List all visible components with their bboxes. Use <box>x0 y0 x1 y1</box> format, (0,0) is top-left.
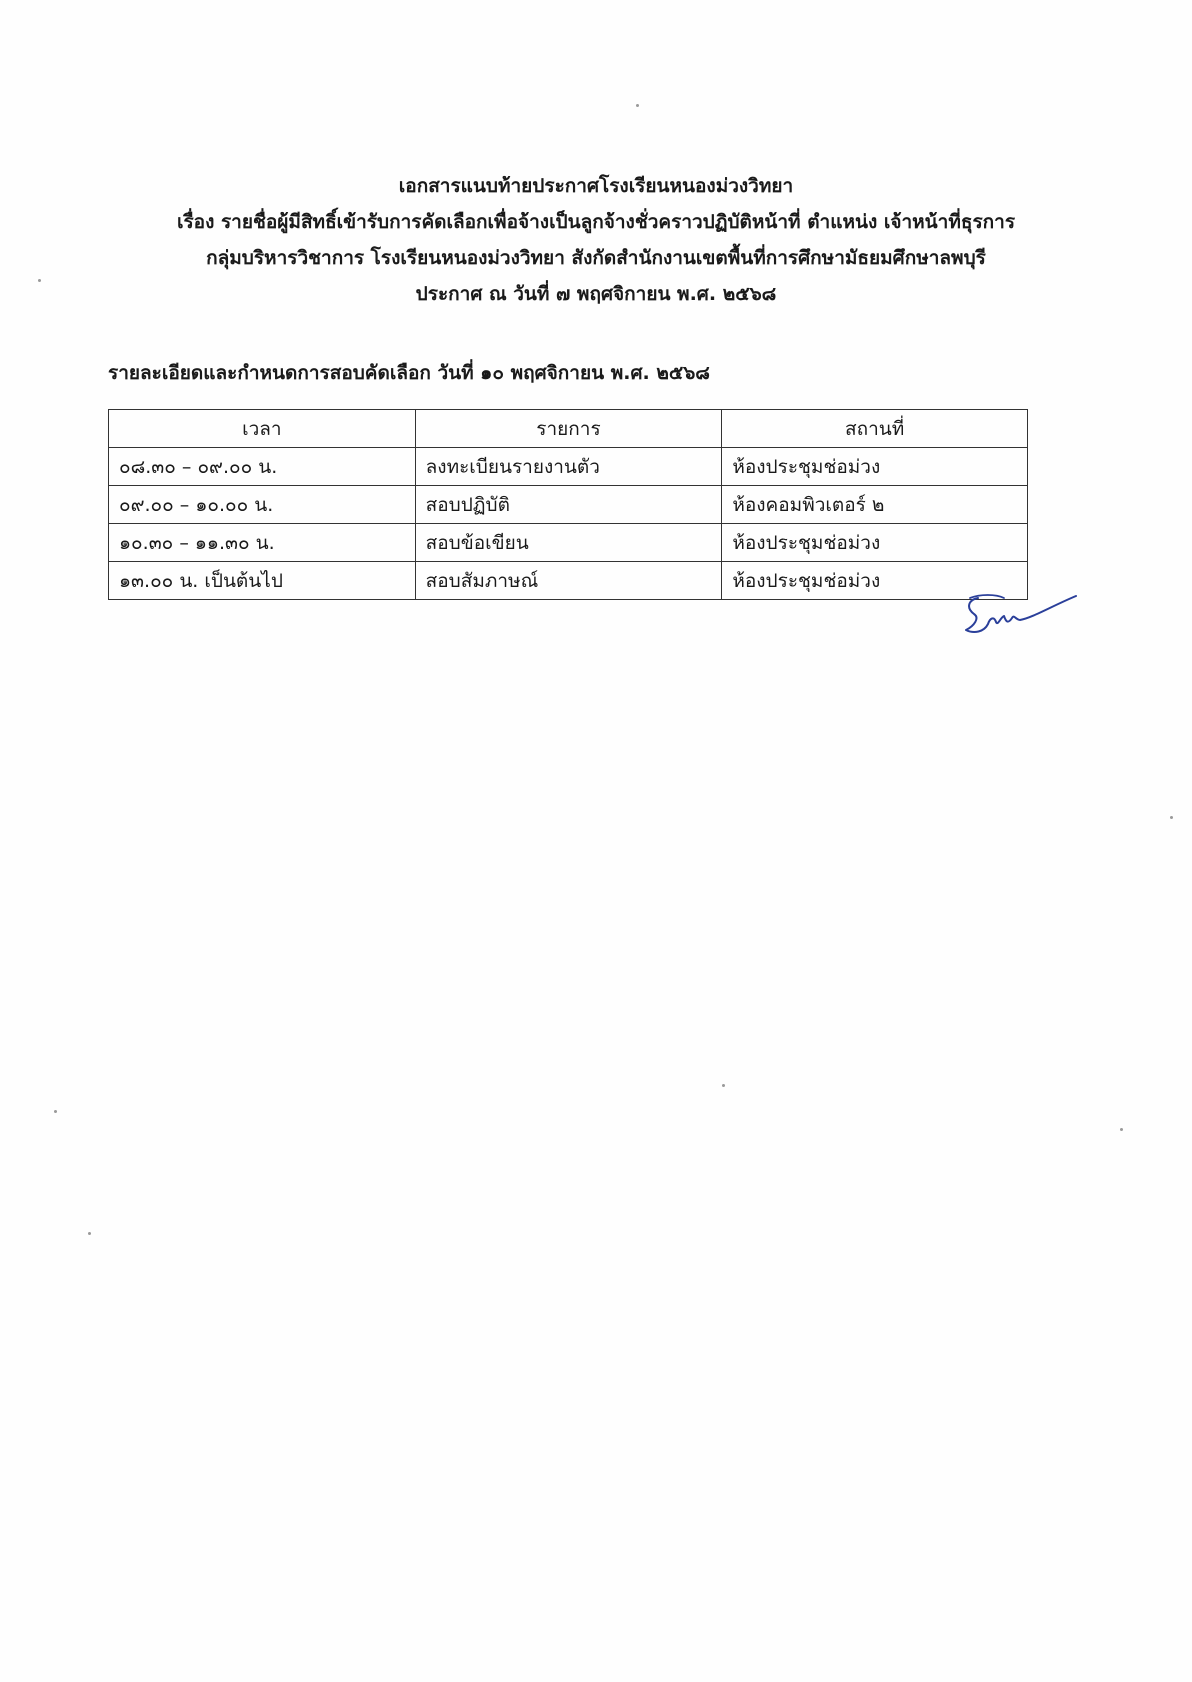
scan-speck <box>38 279 41 282</box>
scan-speck <box>88 1232 91 1235</box>
column-header-time: เวลา <box>109 410 416 448</box>
cell-item: สอบสัมภาษณ์ <box>415 562 722 600</box>
cell-place: ห้องประชุมช่อม่วง <box>722 562 1028 600</box>
scan-speck <box>1170 816 1173 819</box>
cell-time: ๑๓.๐๐ น. เป็นต้นไป <box>109 562 416 600</box>
header-subject: เรื่อง รายชื่อผู้มีสิทธิ์เข้ารับการคัดเลือกเพื่อจ้างเป็นลูกจ้างชั่วคราวปฏิบัติหน้าที่ ตำแหน่ง เจ้าหน้าที่ธุรการ <box>176 211 1016 233</box>
scan-speck <box>722 1084 725 1087</box>
schedule-table <box>108 409 1028 600</box>
column-header-place: สถานที่ <box>722 410 1028 448</box>
cell-time: ๐๘.๓๐ – ๐๙.๐๐ น. <box>109 448 416 486</box>
table-header-row <box>109 410 1028 448</box>
header-title: เอกสารแนบท้ายประกาศโรงเรียนหนองม่วงวิทยา <box>398 175 794 197</box>
signature-mark <box>960 590 1080 650</box>
cell-place: ห้องประชุมช่อม่วง <box>722 448 1028 486</box>
column-header-item: รายการ <box>415 410 722 448</box>
cell-place: ห้องคอมพิวเตอร์ ๒ <box>722 486 1028 524</box>
scan-speck <box>1120 1128 1123 1131</box>
table-row <box>109 524 1028 562</box>
schedule-heading: รายละเอียดและกำหนดการสอบคัดเลือก วันที่ ๑๐ พฤศจิกายน พ.ศ. ๒๕๖๘ <box>108 362 710 384</box>
cell-item: ลงทะเบียนรายงานตัว <box>415 448 722 486</box>
scan-speck <box>636 104 639 107</box>
cell-item: สอบข้อเขียน <box>415 524 722 562</box>
scan-speck <box>54 1110 57 1113</box>
table-row <box>109 486 1028 524</box>
header-department: กลุ่มบริหารวิชาการ โรงเรียนหนองม่วงวิทยา สังกัดสำนักงานเขตพื้นที่การศึกษามัธยมศึกษาลพบุรี <box>206 247 986 269</box>
cell-item: สอบปฏิบัติ <box>415 486 722 524</box>
document-header <box>60 168 1132 312</box>
cell-time: ๑๐.๓๐ – ๑๑.๓๐ น. <box>109 524 416 562</box>
table-row <box>109 448 1028 486</box>
table-row <box>109 562 1028 600</box>
cell-time: ๐๙.๐๐ – ๑๐.๐๐ น. <box>109 486 416 524</box>
header-announce-date: ประกาศ ณ วันที่ ๗ พฤศจิกายน พ.ศ. ๒๕๖๘ <box>415 283 777 305</box>
cell-place: ห้องประชุมช่อม่วง <box>722 524 1028 562</box>
